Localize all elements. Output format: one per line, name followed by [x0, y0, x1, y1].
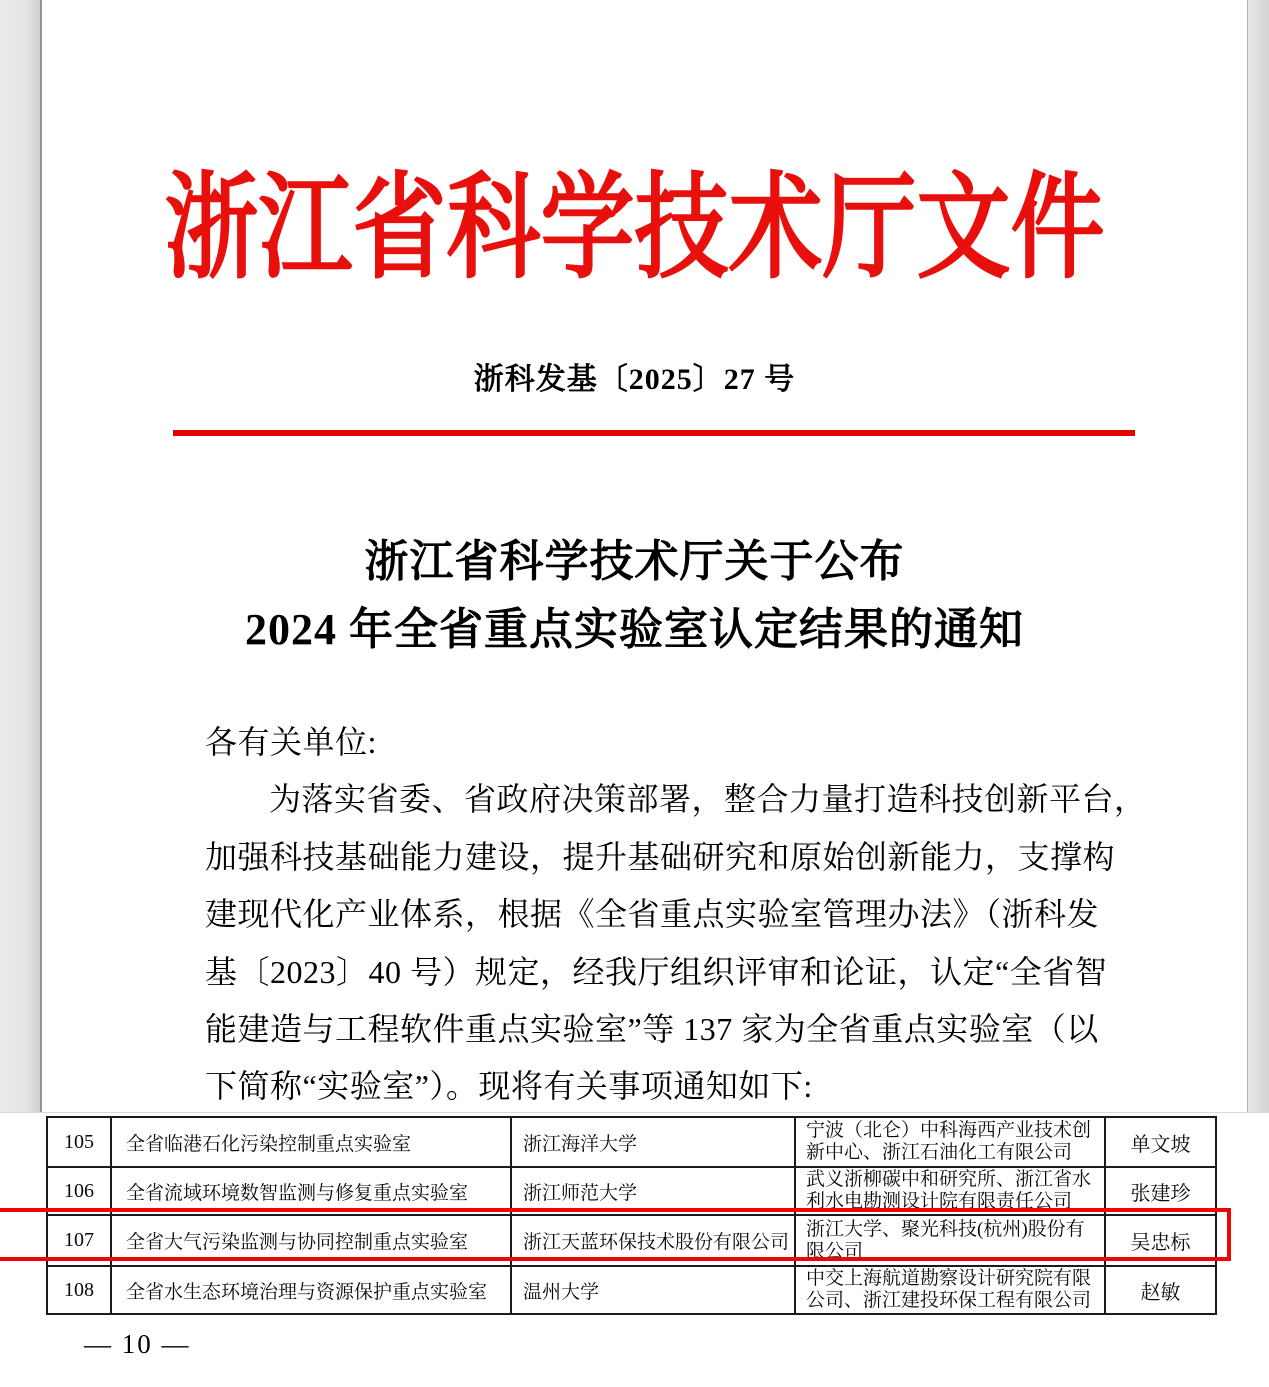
document-number: 浙科发基〔2025〕27 号 [473, 363, 796, 396]
body-line: 为落实省委、省政府决策部署，整合力量打造科技创新平台， [269, 781, 1147, 818]
cell-number: 107 [47, 1215, 111, 1266]
cell-director: 赵敏 [1105, 1266, 1216, 1314]
highlight-box-row-107 [0, 1208, 1231, 1261]
red-separator-rule [173, 430, 1135, 436]
body-line: 建现代化产业体系，根据《全省重点实验室管理办法》（浙科发 [205, 896, 1100, 933]
cell-director: 单文坡 [1105, 1117, 1216, 1167]
cell-lab-name: 全省水生态环境治理与资源保护重点实验室 [111, 1266, 511, 1314]
salutation: 各有关单位: [205, 724, 377, 760]
cell-director: 吴忠标 [1105, 1215, 1216, 1266]
body-line: 加强科技基础能力建设，提升基础研究和原始创新能力，支撑构 [205, 838, 1116, 875]
lab-table-section [0, 1112, 1269, 1387]
cell-lab-name: 全省流域环境数智监测与修复重点实验室 [111, 1167, 511, 1215]
cell-number: 108 [47, 1266, 111, 1314]
body-line: 基〔2023〕40 号）规定，经我厅组织评审和论证，认定“全省智 [205, 953, 1108, 990]
body-line: 能建造与工程软件重点实验室”等 137 家为全省重点实验室（以 [205, 1011, 1099, 1048]
cell-lab-name: 全省大气污染监测与协同控制重点实验室 [111, 1215, 511, 1266]
cell-partners: 中交上海航道勘察设计研究院有限公司、浙江建投环保工程有限公司 [795, 1266, 1105, 1314]
cell-host-unit: 浙江天蓝环保技术股份有限公司 [511, 1215, 795, 1266]
cell-partners: 浙江大学、聚光科技(杭州)股份有限公司 [795, 1215, 1105, 1266]
notice-title-line1: 浙江省科学技术厅关于公布 [364, 537, 905, 586]
cell-host-unit: 温州大学 [511, 1266, 795, 1314]
table-row-105 [47, 1117, 1216, 1167]
notice-title-line2: 2024 年全省重点实验室认定结果的通知 [245, 605, 1024, 654]
document-body [205, 714, 1165, 1116]
table-row-108 [47, 1266, 1216, 1314]
body-line: 下简称“实验室”）。现将有关事项通知如下: [205, 1068, 813, 1105]
cell-lab-name: 全省临港石化污染控制重点实验室 [111, 1117, 511, 1167]
cell-partners: 宁波（北仑）中科海西产业技术创新中心、浙江石油化工有限公司 [795, 1117, 1105, 1167]
document-header-title: 浙江省科学技术厅文件 [164, 165, 1105, 293]
cell-host-unit: 浙江海洋大学 [511, 1117, 795, 1167]
cell-director: 张建珍 [1105, 1167, 1216, 1215]
cell-partners: 武义浙柳碳中和研究所、浙江省水利水电勘测设计院有限责任公司 [795, 1167, 1105, 1215]
cell-host-unit: 浙江师范大学 [511, 1167, 795, 1215]
cell-number: 106 [47, 1167, 111, 1215]
page-number: — 10 — [84, 1329, 191, 1359]
notice-title [0, 528, 1269, 664]
cell-number: 105 [47, 1117, 111, 1167]
